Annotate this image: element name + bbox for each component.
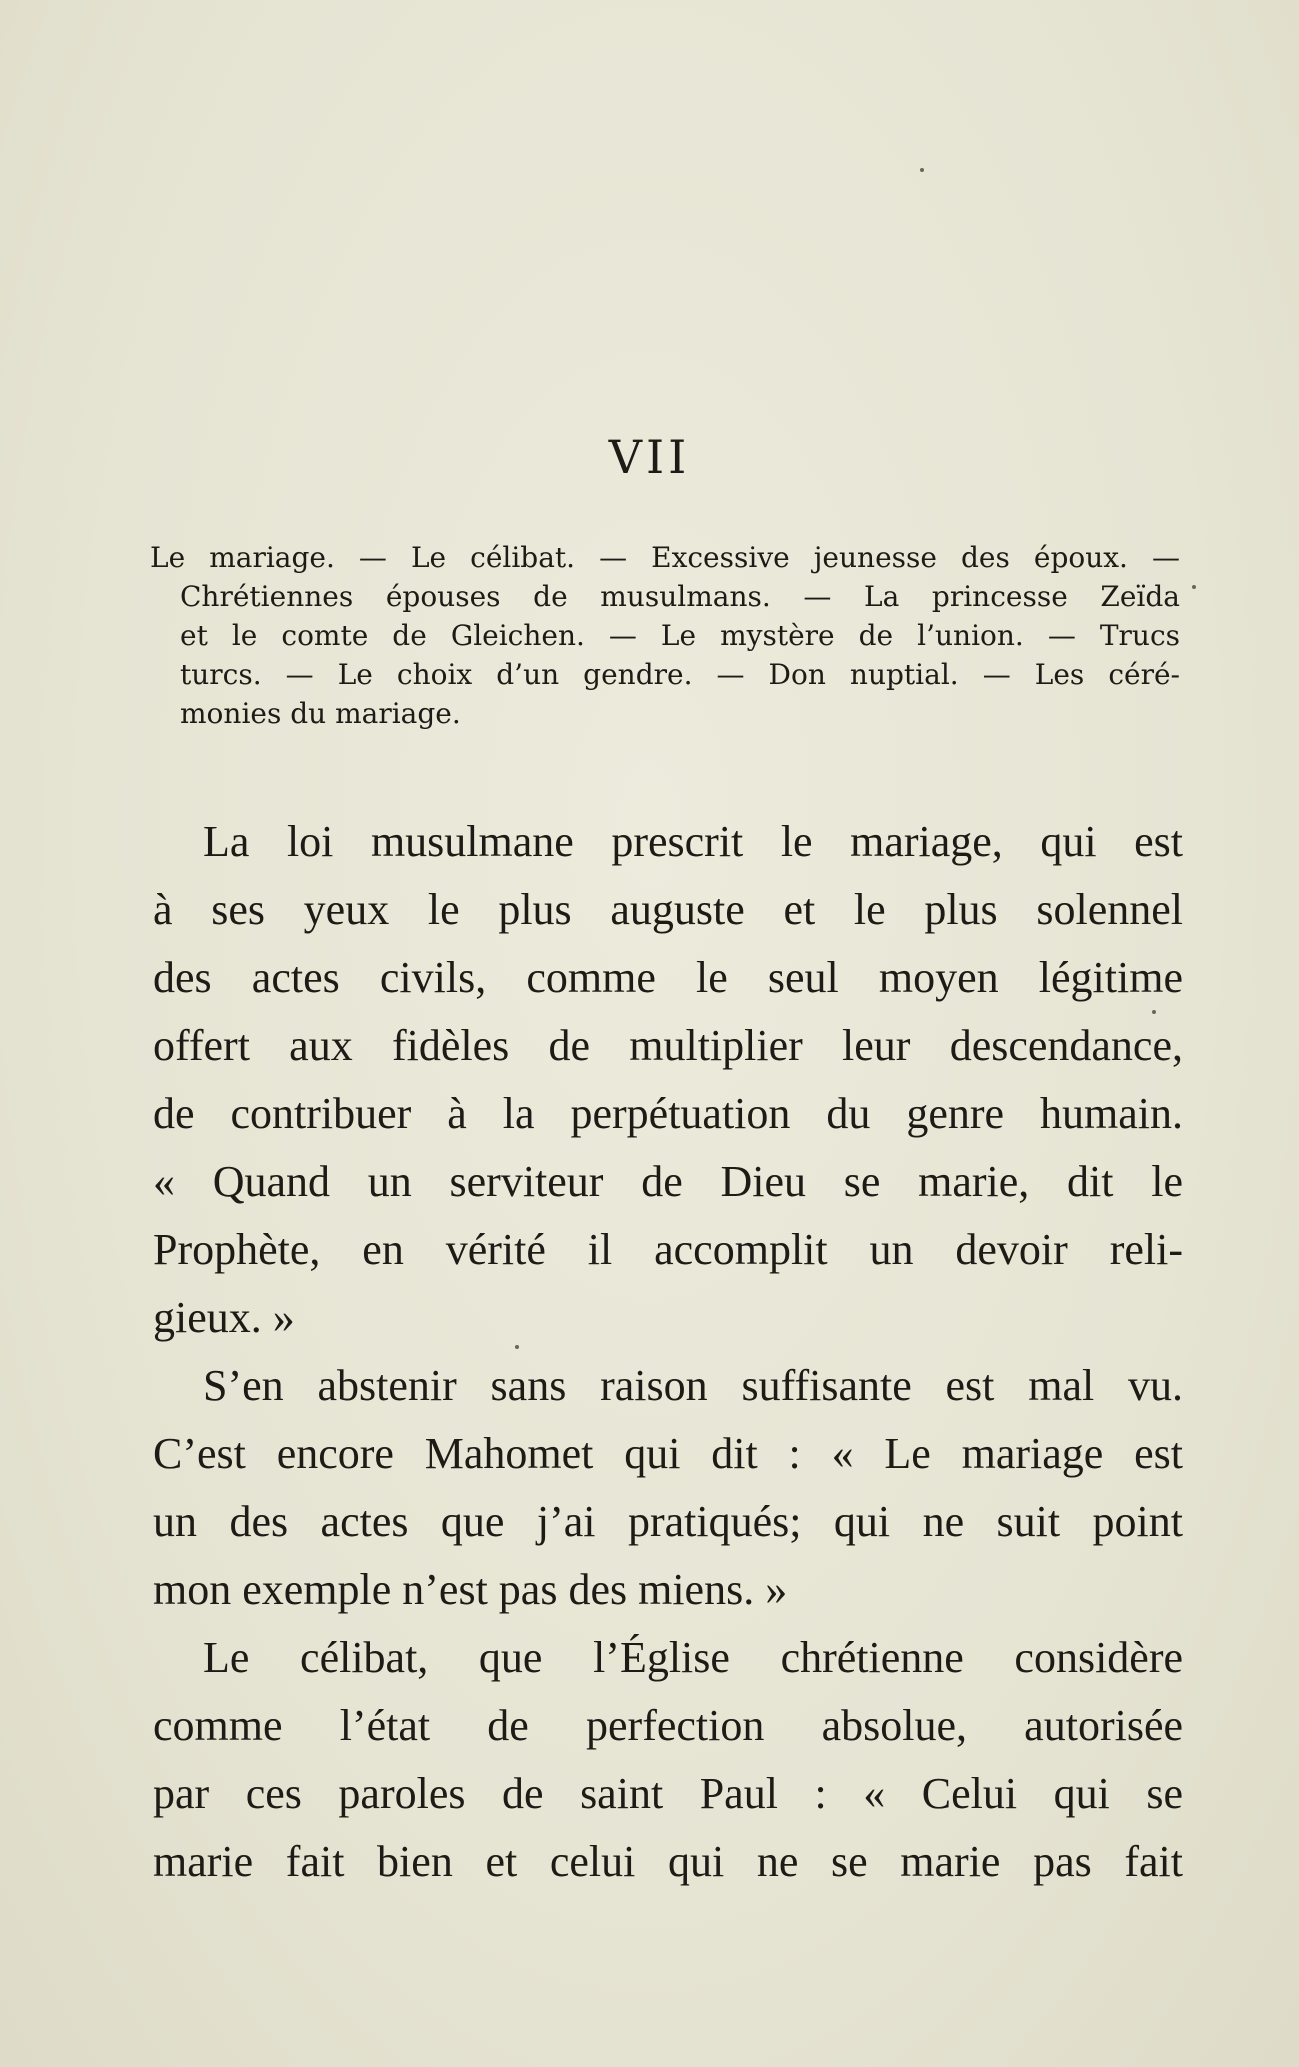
text-line: par ces paroles de saint Paul : « Celui qui se (153, 1769, 1183, 1818)
paper-speck (1192, 585, 1196, 589)
text-line: offert aux fidèles de multiplier leur descendance, (153, 1021, 1183, 1070)
text-line: S’en abstenir sans raison suffisante est mal vu. (203, 1361, 1183, 1410)
text-line: des actes civils, comme le seul moyen légitime (153, 953, 1183, 1002)
chapter-summary (150, 538, 1180, 733)
chapter-number: VII (608, 430, 691, 484)
text-line: marie fait bien et celui qui ne se marie pas fait (153, 1837, 1183, 1886)
text-line: mon exemple n’est pas des miens. » (153, 1565, 788, 1614)
text-line: comme l’état de perfection absolue, autorisée (153, 1701, 1183, 1750)
text-line: un des actes que j’ai pratiqués; qui ne suit point (153, 1497, 1183, 1546)
text-line: Le célibat, que l’Église chrétienne considère (203, 1633, 1183, 1682)
summary-line: Chrétiennes épouses de musulmans. — La princesse Zeïda (180, 580, 1180, 613)
text-line: gieux. » (153, 1293, 295, 1342)
text-line: La loi musulmane prescrit le mariage, qui est (203, 817, 1183, 866)
body-text (153, 808, 1183, 1896)
text-line: de contribuer à la perpétuation du genre humain. (153, 1089, 1183, 1138)
paper-speck (1152, 1010, 1156, 1014)
summary-line: et le comte de Gleichen. — Le mystère de l’union. — Trucs (180, 619, 1180, 652)
paper-speck (920, 168, 924, 172)
summary-line: monies du mariage. (180, 697, 461, 730)
text-line: C’est encore Mahomet qui dit : « Le mariage est (153, 1429, 1183, 1478)
summary-line: turcs. — Le choix d’un gendre. — Don nuptial. — Les céré- (180, 658, 1180, 691)
paper-speck (515, 1345, 519, 1349)
text-line: « Quand un serviteur de Dieu se marie, dit le (153, 1157, 1183, 1206)
text-line: Prophète, en vérité il accomplit un devoir reli- (153, 1225, 1183, 1274)
text-line: à ses yeux le plus auguste et le plus solennel (153, 885, 1183, 934)
summary-line: Le mariage. — Le célibat. — Excessive jeunesse des époux. — (150, 541, 1180, 574)
